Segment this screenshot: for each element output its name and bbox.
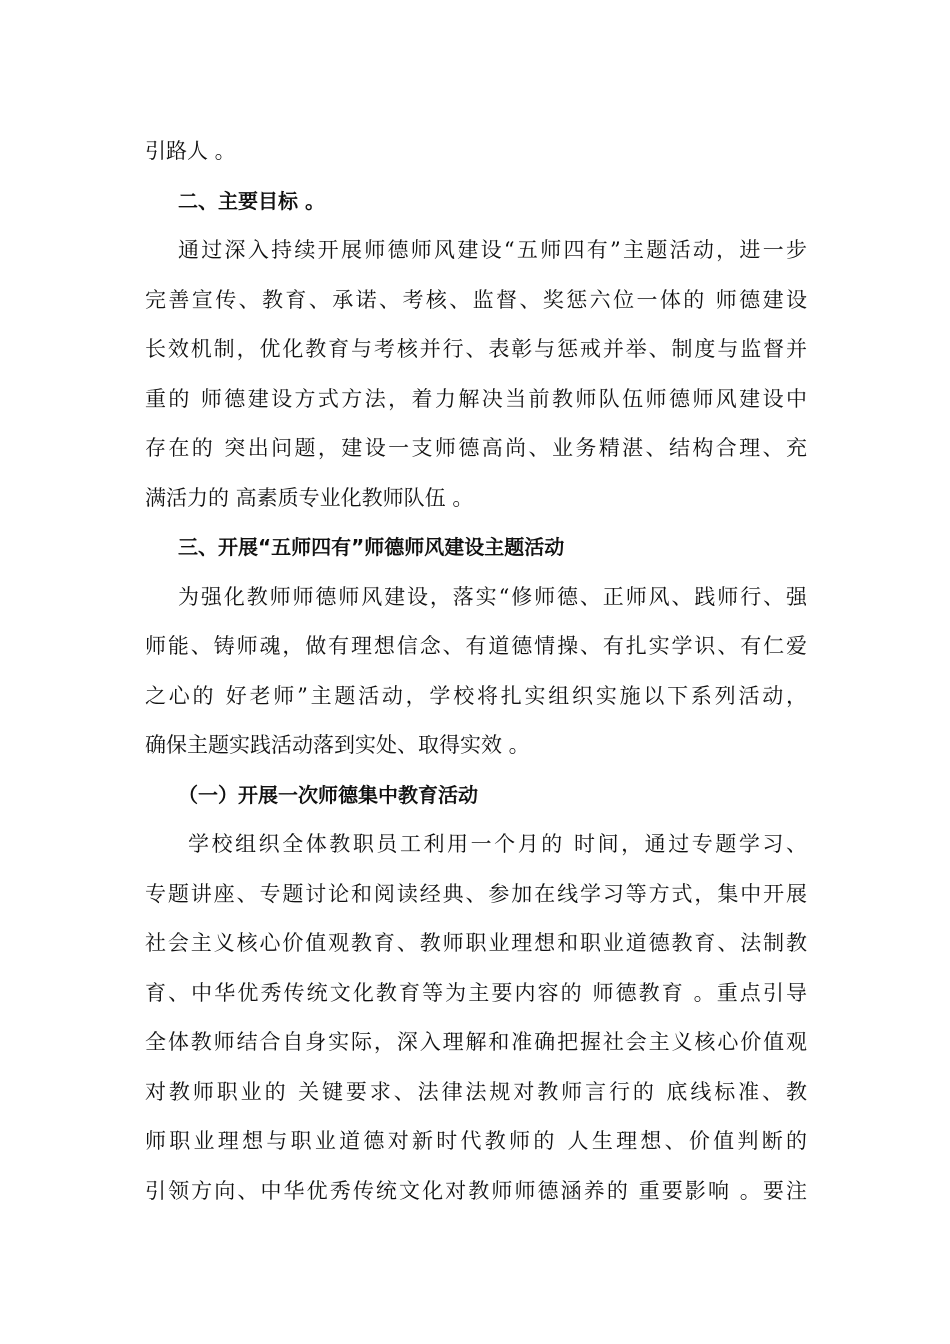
section-heading-themed-activities: 三、开展“五师四有”师德师风建设主题活动 — [178, 535, 565, 559]
paragraph-line: 重的 师德建设方式方法，着力解决当前教师队伍师德师风建设中 — [145, 386, 807, 411]
paragraph-line: 确保主题实践活动落到实处、取得实效 。 — [145, 733, 530, 757]
paragraph-line: 长效机制，优化教育与考核并行、表彰与惩戒并举、制度与监督并 — [145, 337, 807, 361]
paragraph-line: 对教师职业的 关键要求、法律法规对教师言行的 底线标准、教 — [145, 1079, 807, 1104]
paragraph-line: 社会主义核心价值观教育、教师职业理想和职业道德教育、法制教 — [145, 931, 807, 955]
paragraph-line: 引路人 。 — [145, 139, 236, 163]
paragraph-line: 学校组织全体教职员工利用一个月的 时间，通过专题学习、 — [188, 832, 807, 856]
paragraph-line: 全体教师结合自身实际，深入理解和准确把握社会主义核心价值观 — [145, 1030, 807, 1054]
paragraph-line: 引领方向、中华优秀传统文化对教师师德涵养的 重要影响 。要注 — [145, 1178, 807, 1203]
paragraph-line: 育、中华优秀传统文化教育等为主要内容的 师德教育 。重点引导 — [145, 980, 807, 1005]
paragraph-line: 通过深入持续开展师德师风建设“五师四有”主题活动，进一步 — [178, 238, 807, 262]
paragraph-line: 满活力的 高素质专业化教师队伍 。 — [145, 485, 474, 510]
paragraph-line: 完善宣传、教育、承诺、考核、监督、奖惩六位一体的 师德建设 — [145, 287, 807, 312]
document-body — [145, 127, 807, 1216]
paragraph-line: 专题讲座、专题讨论和阅读经典、参加在线学习等方式，集中开展 — [145, 881, 807, 906]
paragraph-line: 之心的 好老师”主题活动，学校将扎实组织实施以下系列活动， — [145, 683, 807, 708]
subsection-heading-ethics-education: （一）开展一次师德集中教育活动 — [178, 782, 478, 807]
section-heading-main-goals: 二、主要目标 。 — [178, 188, 325, 213]
paragraph-line: 师能、铸师魂，做有理想信念、有道德情操、有扎实学识、有仁爱 — [145, 634, 807, 658]
paragraph-line: 存在的 突出问题，建设一支师德高尚、业务精湛、结构合理、充 — [145, 436, 807, 460]
paragraph-line: 师职业理想与职业道德对新时代教师的 人生理想、价值判断的 — [145, 1129, 807, 1153]
paragraph-line: 为强化教师师德师风建设，落实“修师德、正师风、践师行、强 — [178, 584, 807, 609]
